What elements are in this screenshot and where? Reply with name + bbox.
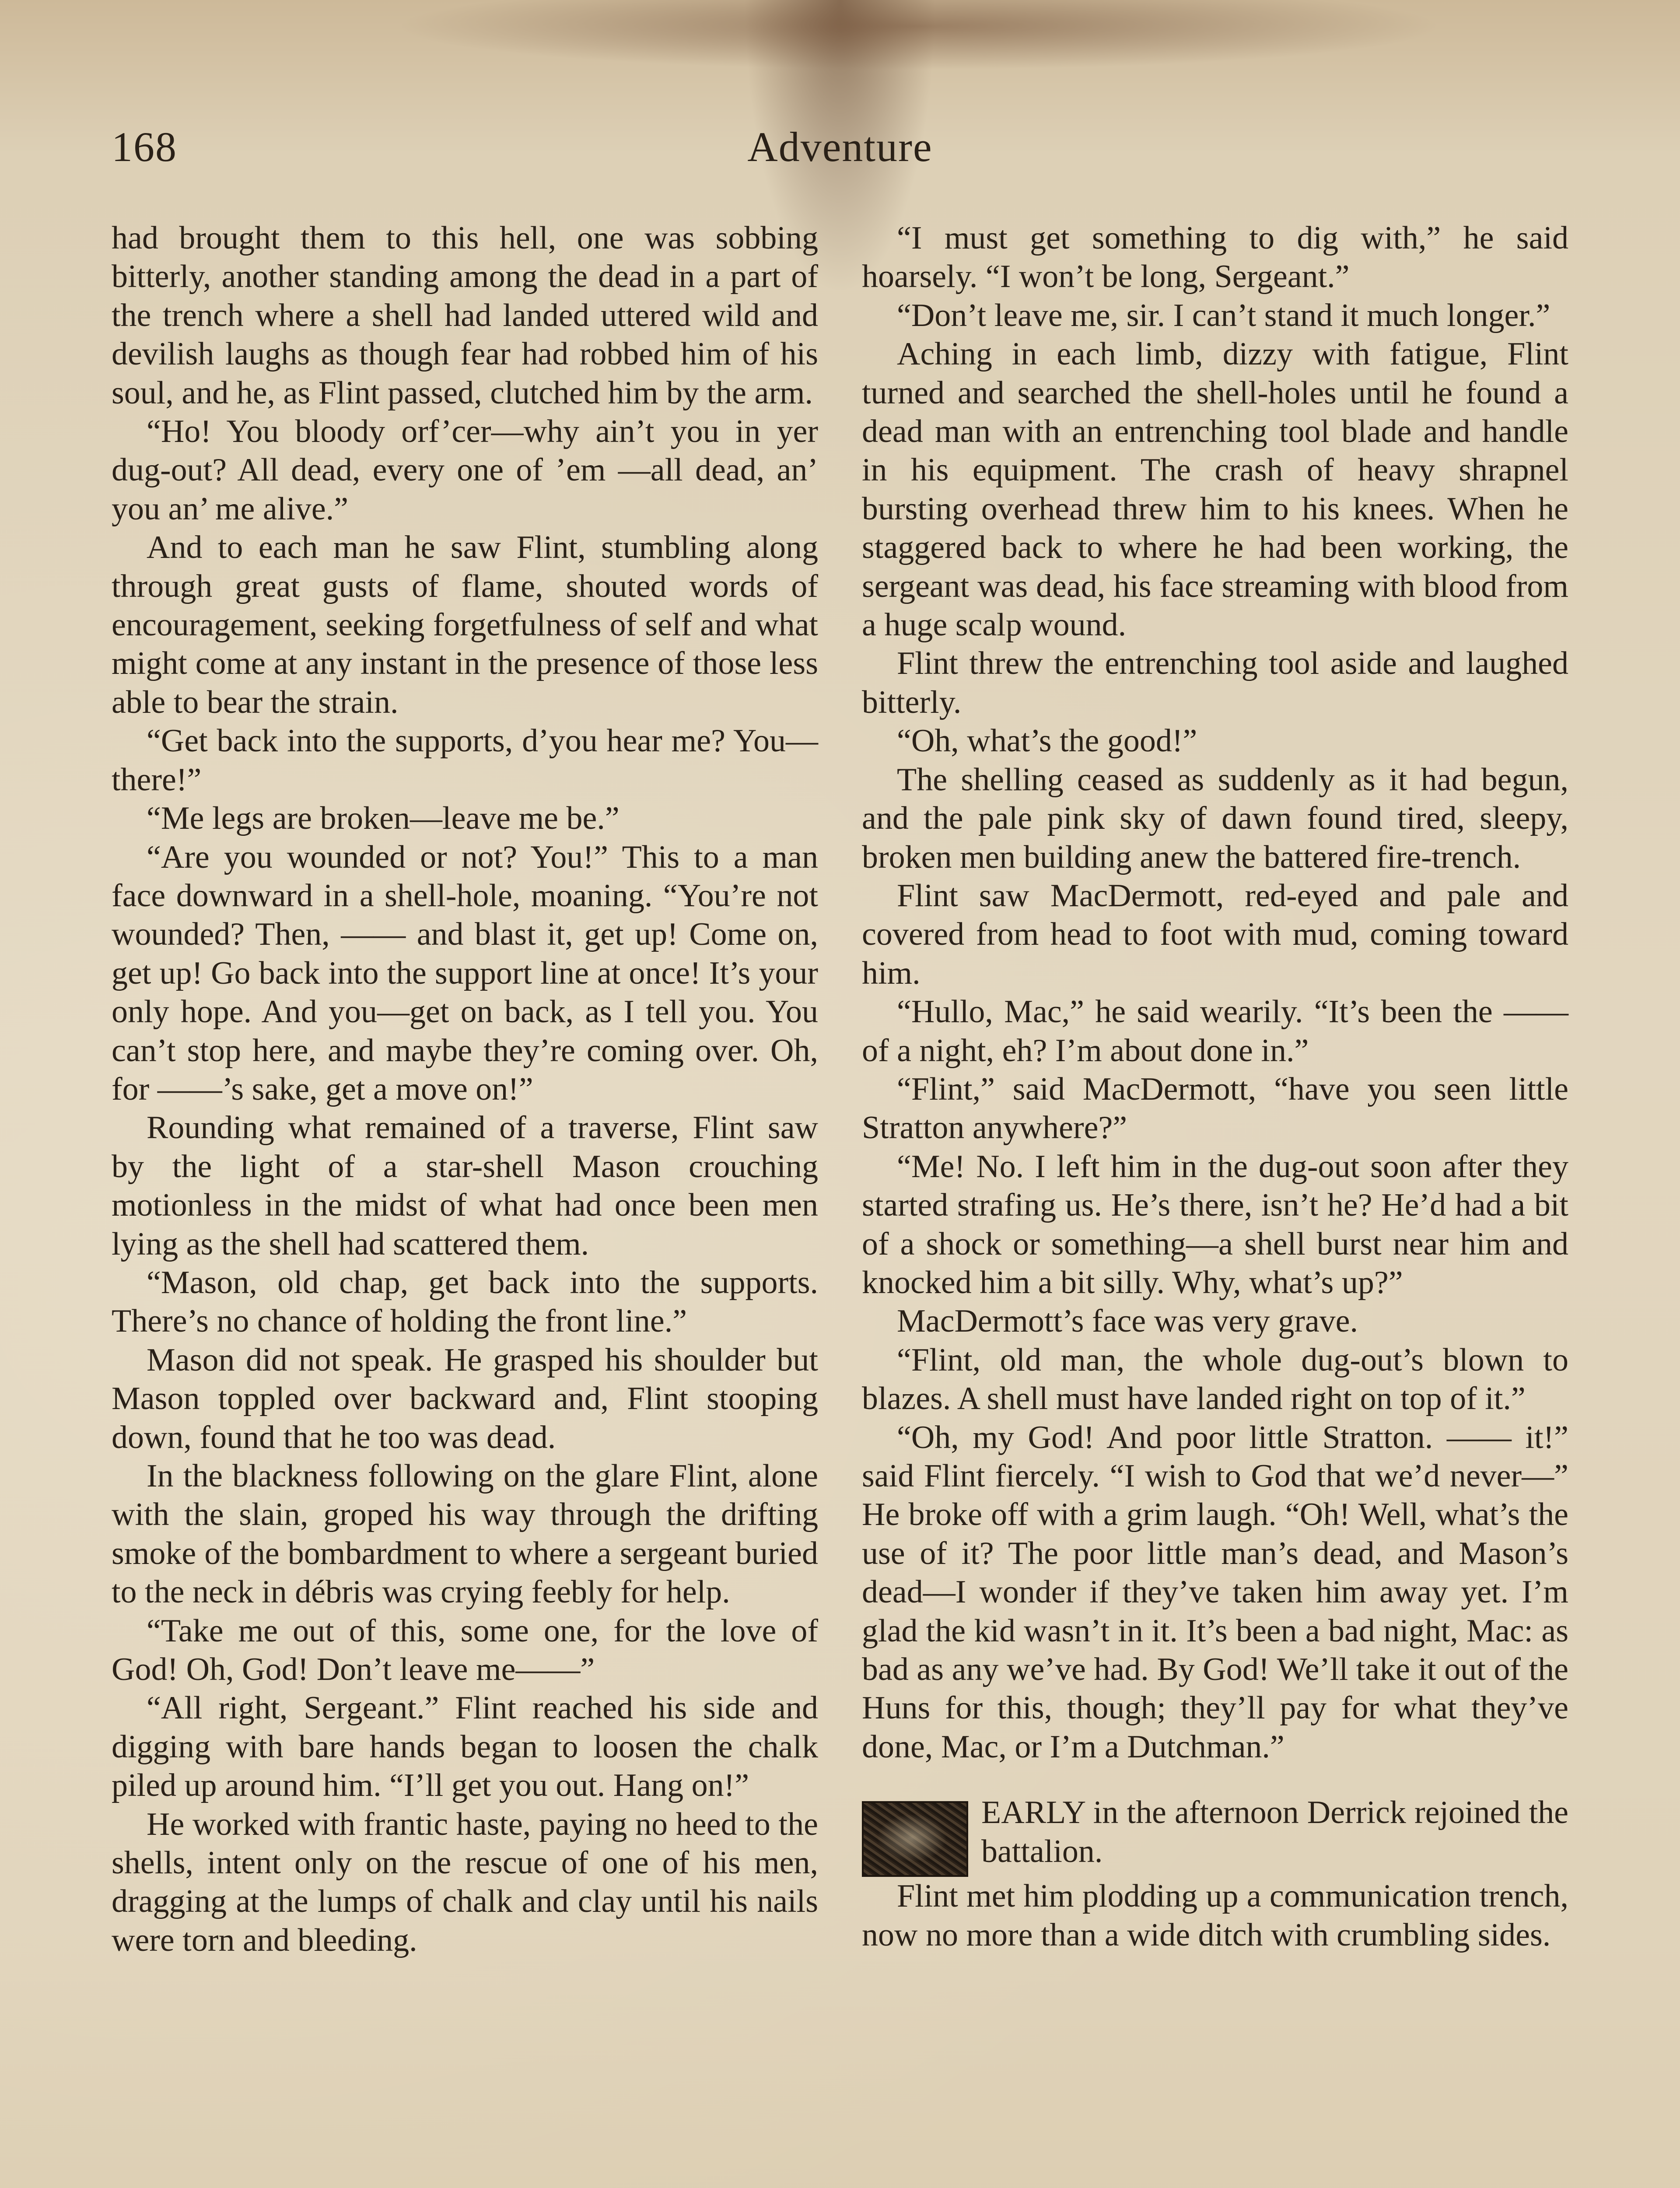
paragraph: “Don’t leave me, sir. I can’t stand it much longer.”: [897, 297, 1550, 333]
paragraph: “Oh, what’s the good!”: [897, 723, 1197, 759]
section-lead: [981, 1793, 1568, 1871]
paragraph: “Flint,” said MacDermott, “have you seen little Stratton anywhere?”: [862, 1071, 1568, 1146]
paragraph: Aching in each limb, dizzy with fatigue, Flint turned and searched the shell-holes until he found a dead man with an entrenching tool blade and handle in his equipment. The crash of heavy shrapnel bursting overhead threw him to his knees. When he staggered back to where he had been working, the sergeant was dead, his face streaming with blood from a huge scalp wound.: [862, 336, 1568, 643]
section-lead-text: EARLY in the afternoon Derrick rejoined the battalion.: [981, 1795, 1568, 1869]
paragraph: In the blackness following on the glare Flint, alone with the slain, groped his way through the drifting smoke of the bombardment to where a sergeant buried to the neck in débris was crying feebly for help.: [112, 1458, 818, 1610]
paragraph: “I must get something to dig with,” he said hoarsely. “I won’t be long, Sergeant.”: [862, 220, 1568, 295]
paper-stain: [394, 0, 1444, 70]
paragraph: “Me! No. I left him in the dug-out soon after they started strafing us. He’s there, isn’t he? He’d had a bit of a shock or something—a shell burst near him and knocked him a bit silly. Why, what’s up?”: [862, 1148, 1568, 1301]
paragraph: had brought them to this hell, one was sobbing bitterly, another standing among the dead in a part of the trench where a shell had landed uttered wild and devilish laughs as though fear had robbed him of his soul, and he, as Flint passed, clutched him by the arm.: [112, 220, 818, 411]
paragraph: “All right, Sergeant.” Flint reached his side and digging with bare hands began to loosen the chalk piled up around him. “I’ll get you out. Hang on!”: [112, 1690, 818, 1804]
paragraph: “Hullo, Mac,” he said wearily. “It’s been the —— of a night, eh? I’m about done in.”: [862, 994, 1568, 1069]
section-break: [862, 1793, 1568, 1877]
paragraph: Rounding what remained of a traverse, Flint saw by the light of a star-shell Mason crouching motionless in the midst of what had once been men lying as the shell had scattered them.: [112, 1110, 818, 1262]
ornamental-dropcap-icon: [862, 1801, 968, 1877]
paragraph: “Mason, old chap, get back into the supports. There’s no chance of holding the front line.”: [112, 1264, 818, 1339]
paragraph: “Are you wounded or not? You!” This to a man face downward in a shell-hole, moaning. “You’re not wounded? Then, —— and blast it, get up! Come on, get up! Go back into the support line at once! It’s your only hope. And you—get on back, as I tell you. You can’t stop here, and maybe they’re coming over. Oh, for ——’s sake, get a move on!”: [112, 839, 818, 1107]
paragraph: The shelling ceased as suddenly as it had begun, and the pale pink sky of dawn found tired, sleepy, broken men building anew the battered fire-trench.: [862, 761, 1568, 875]
paragraph: Flint met him plodding up a communication trench, now no more than a wide ditch with crumbling sides.: [862, 1878, 1568, 1953]
paragraph: Flint threw the entrenching tool aside and laughed bitterly.: [862, 645, 1568, 720]
page-number: 168: [112, 123, 177, 170]
paragraph: MacDermott’s face was very grave.: [897, 1303, 1358, 1339]
paragraph: Flint saw MacDermott, red-eyed and pale and covered from head to foot with mud, coming toward him.: [862, 877, 1568, 991]
paragraph: He worked with frantic haste, paying no heed to the shells, intent only on the rescue of one of his men, dragging at the lumps of chalk and clay until his nails were torn and bleeding.: [112, 1806, 818, 1958]
paragraph: “Get back into the supports, d’you hear me? You—there!”: [112, 723, 818, 798]
page-header: [112, 118, 1568, 175]
paragraph: “Oh, my God! And poor little Stratton. —— it!” said Flint fiercely. “I wish to God that we’d never—” He broke off with a grim laugh. “Oh! Well, what’s the use of it? The poor little man’s dead, and Mason’s dead—I wonder if they’ve taken him away yet. I’m glad the kid wasn’t in it. It’s been a bad night, Mac: as bad as any we’ve had. By God! We’ll take it out of the Huns for this, though; they’ll pay for what they’ve done, Mac, or I’m a Dutchman.”: [862, 1419, 1568, 1765]
paragraph: Mason did not speak. He grasped his shoulder but Mason toppled over backward and, Flint stooping down, found that he too was dead.: [112, 1342, 818, 1455]
paragraph: “Take me out of this, some one, for the love of God! Oh, God! Don’t leave me——”: [112, 1613, 818, 1688]
paragraph: And to each man he saw Flint, stumbling along through great gusts of flame, shouted words of encouragement, seeking forgetfulness of self and what might come at any instant in the presence of those less able to bear the strain.: [112, 529, 818, 720]
right-column: [862, 219, 1568, 1954]
left-column: [112, 219, 818, 1960]
paragraph: “Flint, old man, the whole dug-out’s blown to blazes. A shell must have landed right on top of it.”: [862, 1342, 1568, 1417]
running-title: Adventure: [747, 123, 933, 170]
paragraph: “Me legs are broken—leave me be.”: [147, 800, 620, 837]
paragraph: “Ho! You bloody orf’cer—why ain’t you in yer dug-out? All dead, every one of ’em —all dead, an’ you an’ me alive.”: [112, 414, 818, 527]
